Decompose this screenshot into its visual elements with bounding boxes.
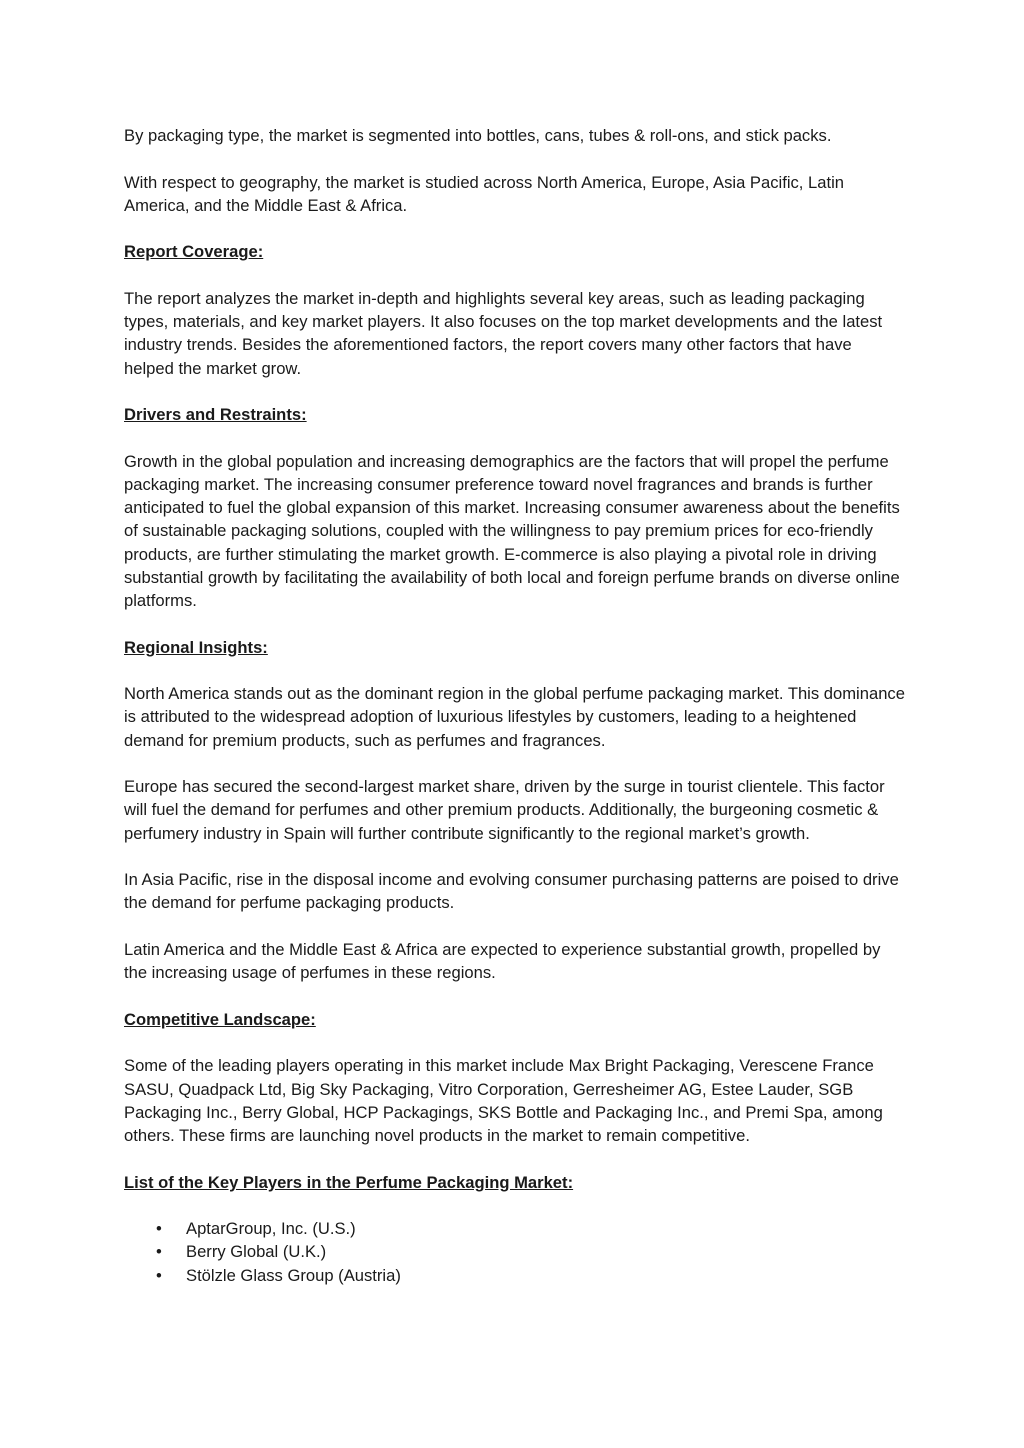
list-item bbox=[124, 1240, 906, 1263]
list-item-text: AptarGroup, Inc. (U.S.) bbox=[186, 1219, 356, 1239]
competitive-landscape-heading: Competitive Landscape: bbox=[124, 1009, 316, 1029]
latam-mea-paragraph: Latin America and the Middle East & Africa are expected to experience substantial growth, propelled by the increasing usage of perfumes in these regions. bbox=[124, 939, 881, 983]
regional-insights-heading: Regional Insights: bbox=[124, 637, 268, 657]
north-america-paragraph: North America stands out as the dominant region in the global perfume packaging market. This dominance is attributed to the widespread adoption of luxurious lifestyles by customers, leading to a heightened demand for premium products, such as perfumes and fragrances. bbox=[124, 684, 905, 750]
list-item-text: Berry Global (U.K.) bbox=[186, 1242, 327, 1262]
bullet-icon: • bbox=[156, 1265, 162, 1285]
report-coverage-paragraph: The report analyzes the market in-depth and highlights several key areas, such as leading packaging types, materials, and key market players. It also focuses on the top market developments and the latest industry trends. Besides the aforementioned factors, the report covers many other factors that have helped the market grow. bbox=[124, 288, 883, 378]
list-item bbox=[124, 1217, 906, 1240]
document-body bbox=[124, 124, 906, 1287]
report-coverage-heading: Report Coverage: bbox=[124, 242, 264, 262]
list-item-text: Stölzle Glass Group (Austria) bbox=[186, 1265, 401, 1285]
geography-paragraph: With respect to geography, the market is studied across North America, Europe, Asia Pacific, Latin America, and the Middle East & Africa. bbox=[124, 172, 845, 215]
bullet-icon: • bbox=[156, 1219, 162, 1239]
competitive-landscape-paragraph: Some of the leading players operating in this market include Max Bright Packaging, Verescene France SASU, Quadpack Ltd, Big Sky Packaging, Vitro Corporation, Gerresheimer AG, Estee Lauder, SGB Packaging Inc., Berry Global, HCP Packagings, SKS Bottle and Packaging Inc., and Premi Spa, among others. These firms are launching novel products in the market to remain competitive. bbox=[124, 1056, 883, 1145]
key-players-heading: List of the Key Players in the Perfume Packaging Market: bbox=[124, 1172, 574, 1192]
europe-paragraph: Europe has secured the second-largest market share, driven by the surge in tourist clientele. This factor will fuel the demand for perfumes and other premium products. Additionally, the burgeoning cosmetic & perfumery industry in Spain will further contribute significantly to the regional market’s growth. bbox=[124, 777, 885, 843]
bullet-icon: • bbox=[156, 1242, 162, 1262]
drivers-restraints-paragraph: Growth in the global population and increasing demographics are the factors that will propel the perfume packaging market. The increasing consumer preference toward novel fragrances and brands is further anticipated to fuel the global expansion of this market. Increasing consumer awareness about the benefits of sustainable packaging solutions, coupled with the willingness to pay premium prices for eco-friendly products, are further stimulating the market growth. E-commerce is also playing a pivotal role in driving substantial growth by facilitating the availability of both local and foreign perfume brands on diverse online platforms. bbox=[124, 451, 900, 610]
list-item bbox=[124, 1264, 906, 1287]
packaging-type-paragraph: By packaging type, the market is segmented into bottles, cans, tubes & roll-ons, and stick packs. bbox=[124, 126, 832, 145]
key-players-list bbox=[124, 1217, 906, 1287]
drivers-restraints-heading: Drivers and Restraints: bbox=[124, 405, 307, 425]
asia-pacific-paragraph: In Asia Pacific, rise in the disposal income and evolving consumer purchasing patterns are poised to drive the demand for perfume packaging products. bbox=[124, 870, 899, 913]
